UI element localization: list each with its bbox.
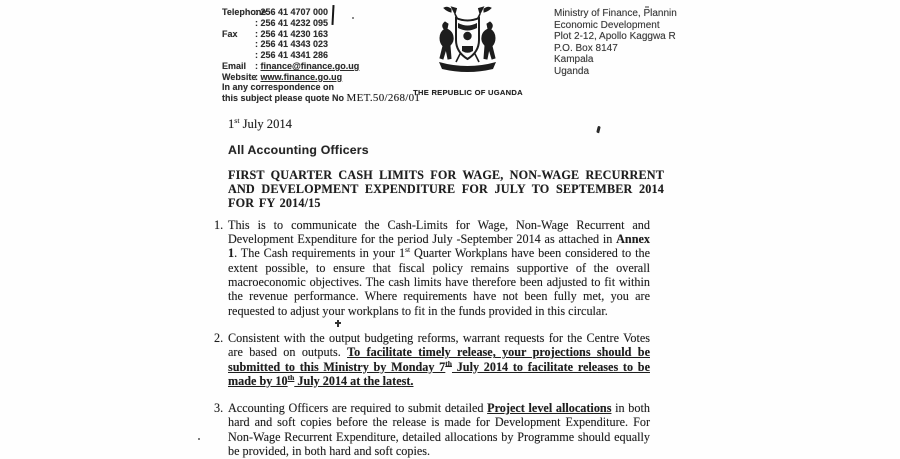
letterhead-contact-block: [222, 7, 359, 83]
uganda-coat-of-arms-icon: [431, 5, 504, 76]
telephone-label: Telephone: [222, 7, 267, 17]
address-line: Kampala: [554, 54, 594, 66]
paragraph-2: [214, 331, 664, 388]
fax-label: Fax: [222, 28, 238, 39]
website-url: www.finance.go.ug: [260, 71, 343, 82]
telephone-number: : 256 41 4707 000: [255, 7, 329, 17]
website-row: [255, 72, 342, 83]
scan-artifact-dot: [198, 438, 200, 440]
email-label: Email: [222, 60, 247, 71]
paragraph-number: 3.: [214, 401, 224, 416]
address-line: Ministry of Finance, Plannin: [554, 8, 677, 19]
emblem-caption: THE REPUBLIC OF UGANDA: [413, 88, 523, 97]
paragraph-3: [214, 401, 664, 458]
numbered-paragraphs: [214, 218, 664, 458]
address-line: P.O. Box 8147: [554, 42, 618, 54]
letter-date: 1st July 2014: [228, 115, 292, 131]
email-colon: :: [255, 60, 261, 71]
correspondence-note-line2: this subject please quote No MET.50/268/01: [222, 92, 421, 105]
ministry-address-block: [554, 8, 677, 78]
telephone-number: : 256 41 4232 095: [255, 17, 329, 28]
recipient-line: All Accounting Officers: [228, 143, 369, 158]
correspondence-note: [222, 82, 420, 104]
address-line: Economic Development: [554, 19, 660, 31]
address-line: Uganda: [554, 65, 590, 77]
fax-number: : 256 41 4230 163: [255, 28, 329, 39]
email-row: [255, 61, 359, 72]
correspondence-note-line1: In any correspondence on: [222, 82, 335, 92]
email-address: finance@finance.go.ug: [260, 60, 360, 71]
paragraph-text: This is to communicate the Cash-Limits for Wage, Non-Wage Recurrent and Development Expenditure for the period July -September 2014 as attached in Annex 1. The Cash requirements in your 1st Quarter Workplans have been considered to the extent possible, to ensure that fiscal policy remains supportive of the overall macroeconomic objectives. The cash limits have therefore been adjusted to fit within the revenue performance. Where requirements have not been fully met, you are requested to adjust your workplans to fit in the funds provided in this circular.: [228, 217, 651, 318]
letter-body: [214, 117, 664, 458]
website-label: Website: [222, 71, 257, 82]
website-colon: :: [255, 71, 261, 82]
paragraph-number: 1.: [214, 217, 224, 232]
paragraph-number: 2.: [214, 330, 224, 345]
reference-number: MET.50/268/01: [346, 92, 421, 105]
fax-number: : 256 41 4343 023: [255, 39, 329, 50]
paragraph-text: Consistent with the output budgeting reforms, warrant requests for the Centre Votes are based on outputs. To facilitate timely release, your projections should be submitted to this Ministry by Monday 7th July 2014 to facilitate releases to be made by 10th July 2014 at the latest.: [228, 330, 650, 388]
fax-number: : 256 41 4341 286: [255, 50, 329, 61]
paragraph-text: Accounting Officers are required to submit detailed Project level allocations in both hard and soft copies before the release is made for Development Expenditure. For Non-Wage Recurrent Expenditure, detailed allocations by Programme should equally be provided, in both hard and soft copies.: [228, 401, 650, 459]
paragraph-1: [214, 218, 664, 318]
subject-heading: FIRST QUARTER CASH LIMITS FOR WAGE, NON-WAGE RECURRENT AND DEVELOPMENT EXPENDITURE FOR JULY TO SEPTEMBER 2014 FOR FY 2014/15: [228, 167, 664, 210]
address-line: Plot 2-12, Apollo Kaggwa R: [554, 31, 676, 43]
